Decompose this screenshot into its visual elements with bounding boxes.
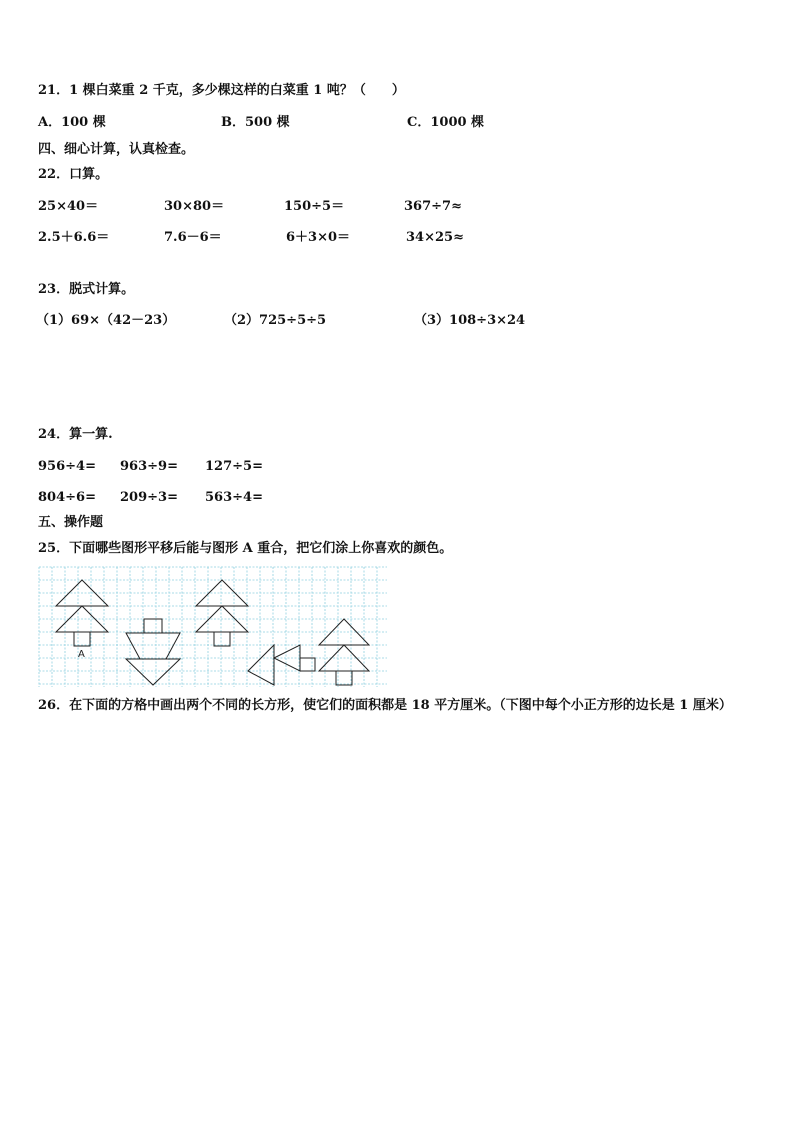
question-24-title: 24．算一算. [38,427,113,442]
section-5-title: 五、操作题 [38,515,104,530]
question-22-title: 22．口算。 [38,167,109,182]
translation-grid-figure [38,566,388,688]
mental-calc-item: 7.6－6＝ [164,230,222,245]
tree-figure-3 [196,580,248,646]
mental-calc-item: 6＋3×0＝ [286,230,351,245]
mental-calc-item: 2.5＋6.6＝ [38,230,110,245]
division-item: 963÷9= [120,459,178,474]
option-c: C．1000 棵 [407,115,485,130]
mental-calc-item: 150÷5＝ [284,199,345,214]
mental-calc-item: 30×80＝ [164,199,225,214]
option-a: A．100 棵 [38,115,106,130]
grid-lines [39,567,387,687]
question-21: 21．1 棵白菜重 2 千克，多少棵这样的白菜重 1 吨？（ ） [38,83,405,98]
division-item: 804÷6= [38,490,96,505]
question-25: 25．下面哪些图形平移后能与图形 A 重合，把它们涂上你喜欢的颜色。 [38,541,453,556]
tree-figure-a [56,580,108,646]
mental-calc-item: 25×40＝ [38,199,99,214]
step-calc-item: （2）725÷5÷5 [224,313,327,328]
question-26: 26．在下面的方格中画出两个不同的长方形，使它们的面积都是 18 平方厘米。（下图中每个小正方形的边长是 1 厘米） [38,698,732,713]
tree-figure-inverted [126,619,180,685]
figure-a-label: A [78,649,85,660]
division-item: 956÷4= [38,459,96,474]
mental-calc-item: 34×25≈ [406,230,464,245]
division-item: 209÷3= [120,490,178,505]
question-23-title: 23．脱式计算。 [38,282,135,297]
division-item: 127÷5= [205,459,263,474]
option-b: B．500 棵 [221,115,290,130]
section-4-title: 四、细心计算，认真检查。 [38,142,195,157]
tree-figure-5 [319,619,369,685]
division-item: 563÷4= [205,490,263,505]
step-calc-item: （1）69×（42－23） [36,313,176,328]
tree-figure-rotated [248,645,315,685]
step-calc-item: （3）108÷3×24 [414,313,526,328]
mental-calc-item: 367÷7≈ [404,199,462,214]
